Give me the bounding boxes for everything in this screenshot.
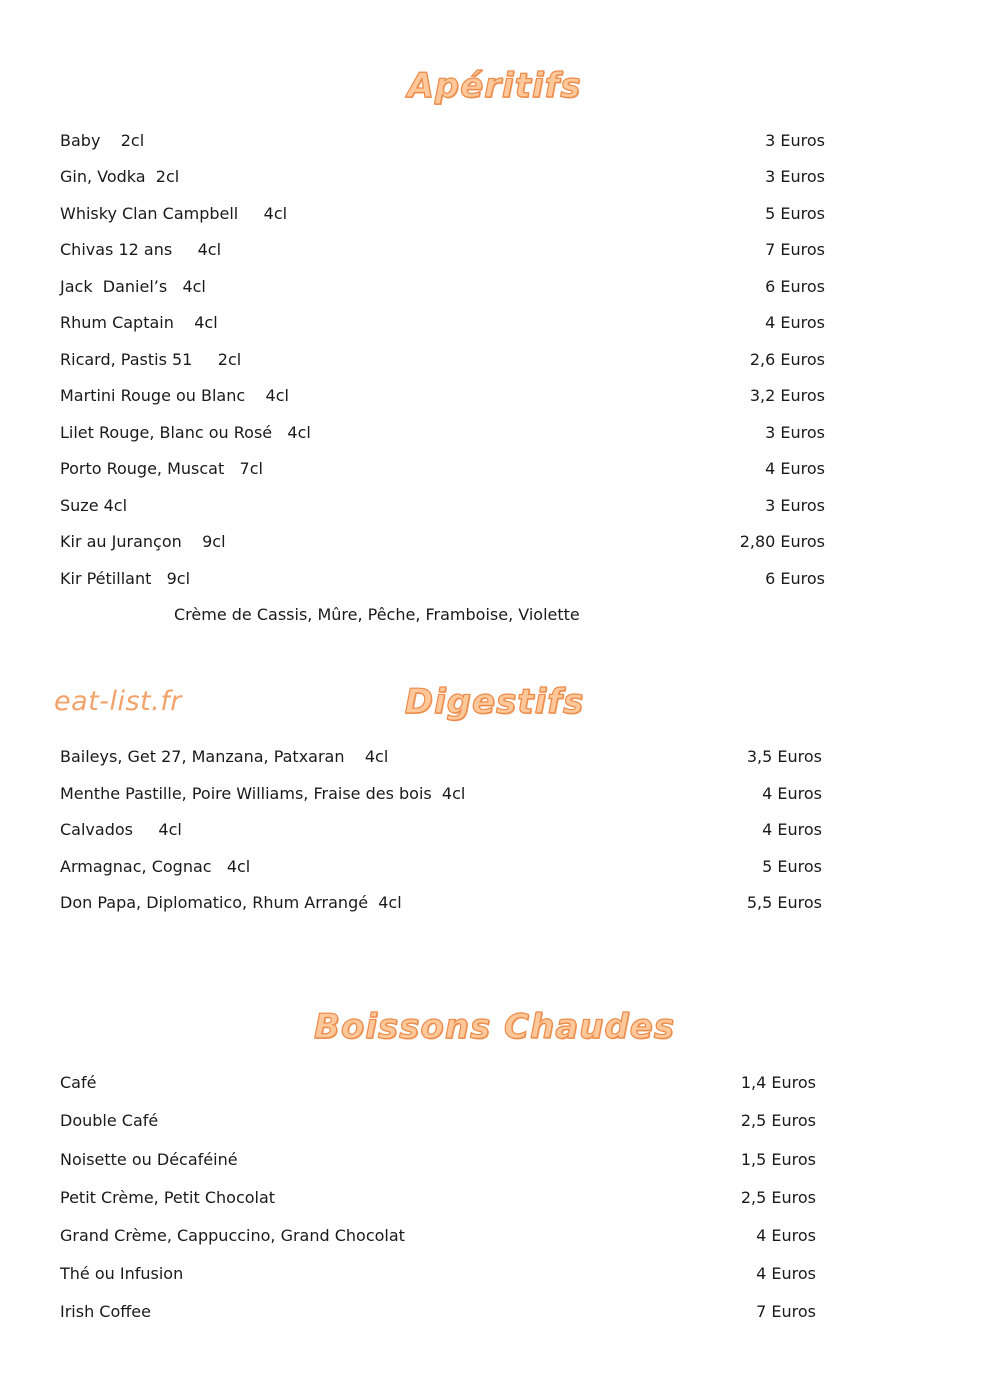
menu-item-price: 3,2 Euros [749, 386, 825, 405]
menu-item-price: 4 Euros [756, 1226, 816, 1245]
menu-item-name: Whisky Clan Campbell 4cl [60, 204, 288, 223]
menu-item-price: 2,5 Euros [740, 1111, 816, 1130]
aperitifs-title: Apéritifs [407, 66, 582, 106]
menu-item-price: 4 Euros [765, 313, 825, 332]
menu-item-name: Baileys, Get 27, Manzana, Patxaran 4cl [60, 747, 389, 766]
menu-item-name: Baby 2cl [60, 131, 145, 150]
menu-item-price: 5 Euros [762, 857, 822, 876]
menu-item-name: Ricard, Pastis 51 2cl [60, 350, 242, 369]
menu-item-price: 4 Euros [762, 820, 822, 839]
menu-item-price: 4 Euros [762, 784, 822, 803]
menu-item-name: Suze 4cl [60, 496, 128, 515]
menu-item-price: 6 Euros [765, 569, 825, 588]
menu-item-name: Chivas 12 ans 4cl [60, 240, 222, 259]
menu-item-name: Noisette ou Décaféiné [60, 1150, 238, 1169]
menu-item-name: Armagnac, Cognac 4cl [60, 857, 251, 876]
menu-item-name: Irish Coffee [60, 1302, 151, 1321]
menu-item-name: Thé ou Infusion [60, 1264, 184, 1283]
menu-item-name: Calvados 4cl [60, 820, 182, 839]
menu-item-price: 2,80 Euros [739, 532, 825, 551]
menu-item-price: 4 Euros [756, 1264, 816, 1283]
menu-item-price: 7 Euros [765, 240, 825, 259]
menu-item-price: 3 Euros [765, 131, 825, 150]
menu-item-name: Lilet Rouge, Blanc ou Rosé 4cl [60, 423, 311, 442]
menu-item-name: Double Café [60, 1111, 159, 1130]
kir-flavours-note: Crème de Cassis, Mûre, Pêche, Framboise, Violette [174, 605, 580, 624]
menu-item-name: Rhum Captain 4cl [60, 313, 218, 332]
menu-item-price: 3 Euros [765, 167, 825, 186]
menu-item-name: Petit Crème, Petit Chocolat [60, 1188, 276, 1207]
menu-item-price: 3,5 Euros [746, 747, 822, 766]
menu-item-price: 2,6 Euros [749, 350, 825, 369]
menu-item-name: Grand Crème, Cappuccino, Grand Chocolat [60, 1226, 405, 1245]
menu-item-price: 3 Euros [765, 423, 825, 442]
menu-item-price: 2,5 Euros [740, 1188, 816, 1207]
menu-item-name: Martini Rouge ou Blanc 4cl [60, 386, 289, 405]
menu-item-name: Café [60, 1073, 97, 1092]
menu-item-name: Don Papa, Diplomatico, Rhum Arrangé 4cl [60, 893, 402, 912]
menu-item-name: Jack Daniel’s 4cl [60, 277, 206, 296]
digestifs-title: Digestifs [404, 682, 585, 722]
menu-item-name: Kir au Jurançon 9cl [60, 532, 226, 551]
hot-drinks-title: Boissons Chaudes [314, 1007, 675, 1047]
menu-item-price: 5,5 Euros [746, 893, 822, 912]
menu-item-price: 5 Euros [765, 204, 825, 223]
eat-list-watermark: eat-list.fr [54, 686, 182, 717]
menu-item-name: Kir Pétillant 9cl [60, 569, 191, 588]
menu-item-price: 7 Euros [756, 1302, 816, 1321]
menu-item-price: 1,5 Euros [740, 1150, 816, 1169]
menu-item-price: 6 Euros [765, 277, 825, 296]
menu-item-price: 4 Euros [765, 459, 825, 478]
menu-item-price: 1,4 Euros [740, 1073, 816, 1092]
menu-item-price: 3 Euros [765, 496, 825, 515]
menu-item-name: Porto Rouge, Muscat 7cl [60, 459, 263, 478]
menu-item-name: Gin, Vodka 2cl [60, 167, 180, 186]
menu-item-name: Menthe Pastille, Poire Williams, Fraise des bois 4cl [60, 784, 466, 803]
